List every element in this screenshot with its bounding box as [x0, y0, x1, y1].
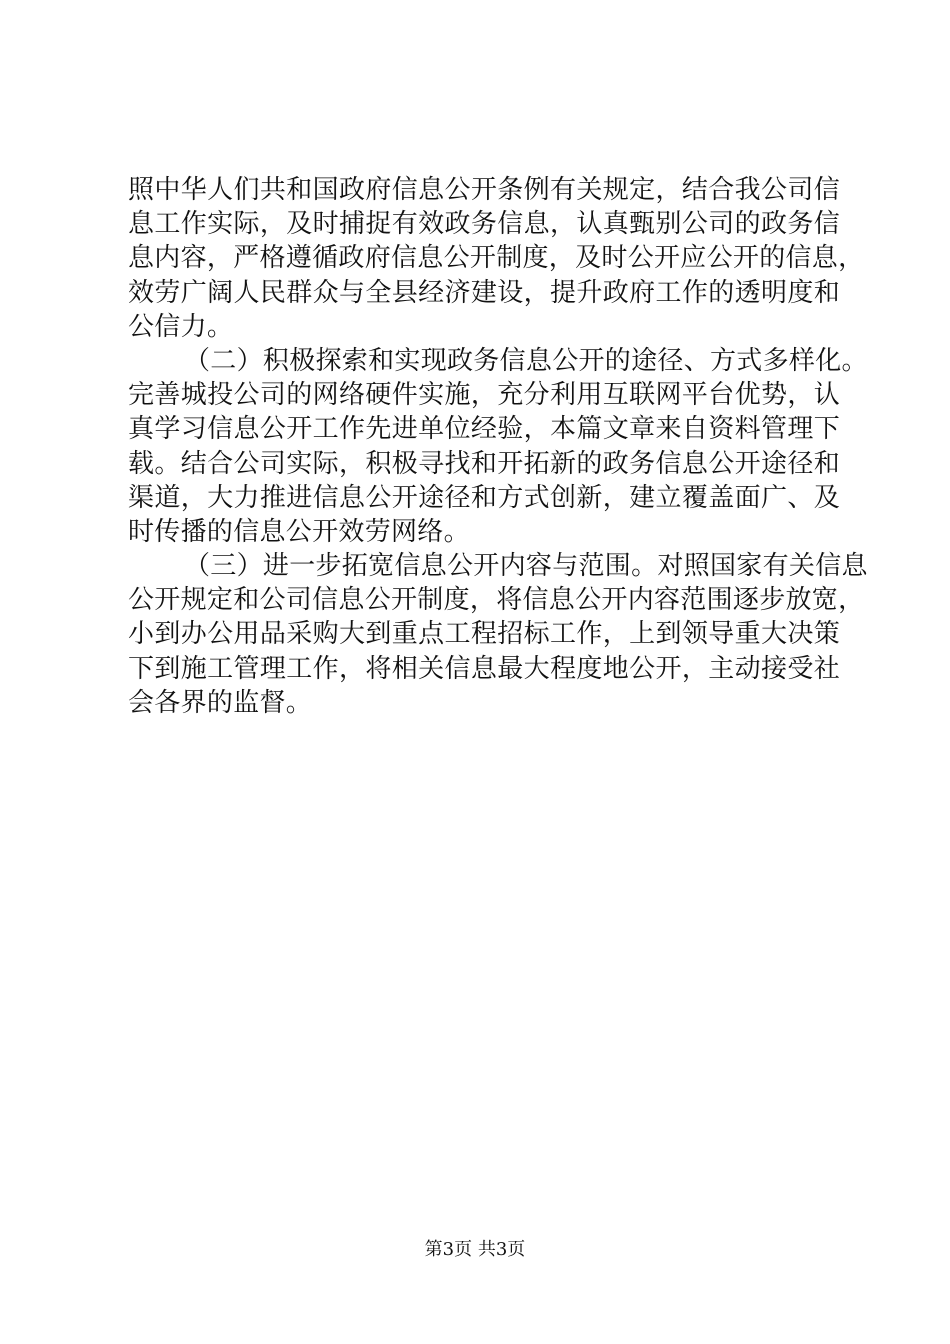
text-line: 会各界的监督。 — [128, 687, 313, 718]
paragraph-heading-line: （二）积极探索和实现政务信息公开的途径、方式多样化。 — [184, 345, 868, 376]
text-line: 照中华人们共和国政府信息公开条例有关规定，结合我公司信 — [128, 175, 840, 205]
text-line: 渠道，大力推进信息公开途径和方式创新，建立覆盖面广、及 — [128, 482, 840, 513]
page-number-footer: 第3页 共3页 — [424, 1239, 526, 1260]
text-line: 公开规定和公司信息公开制度，将信息公开内容范围逐步放宽， — [128, 585, 865, 616]
text-line: 完善城投公司的网络硬件实施，充分利用互联网平台优势，认 — [128, 380, 840, 411]
text-line: 时传播的信息公开效劳网络。 — [128, 516, 470, 547]
text-line: 息工作实际，及时捕捉有效政务信息，认真甄别公司的政务信 — [128, 209, 840, 240]
text-line: 小到办公用品采购大到重点工程招标工作，上到领导重大决策 — [128, 619, 840, 650]
text-line: 真学习信息公开工作先进单位经验，本篇文章来自资料管理下 — [128, 414, 840, 445]
text-line: 公信力。 — [128, 311, 234, 342]
text-line: 息内容，严格遵循政府信息公开制度，及时公开应公开的信息， — [128, 243, 865, 274]
text-line: 效劳广阔人民群众与全县经济建设，提升政府工作的透明度和 — [128, 277, 840, 308]
text-line: 载。结合公司实际，积极寻找和开拓新的政务信息公开途径和 — [128, 448, 840, 479]
text-line: 下到施工管理工作，将相关信息最大程度地公开，主动接受社 — [128, 653, 840, 684]
document-body — [128, 173, 868, 720]
paragraph-heading-line: （三）进一步拓宽信息公开内容与范围。对照国家有关信息 — [184, 551, 868, 582]
